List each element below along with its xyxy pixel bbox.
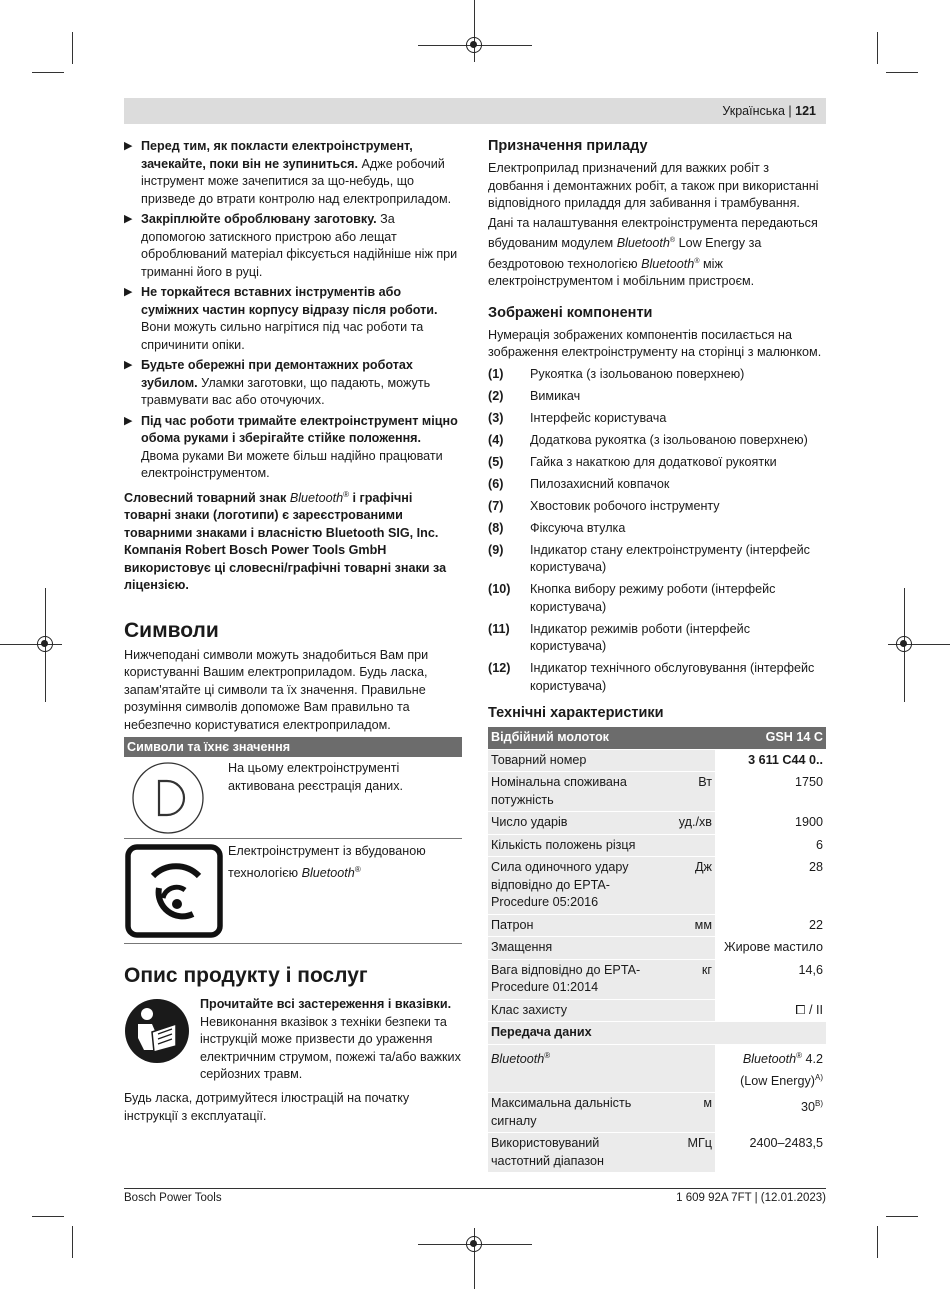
component-number: (3) (488, 410, 504, 425)
table-cell: 3 611 C44 0.. (715, 749, 826, 772)
table-cell: 1750 (715, 772, 826, 812)
table-cell: уд./хв (649, 812, 715, 835)
table-cell: Клас захисту (488, 999, 649, 1022)
crop-mark (72, 1226, 73, 1258)
read-warning-block (124, 996, 462, 1090)
table-header-cell: GSH 14 C (715, 727, 826, 749)
component-item (488, 366, 826, 384)
table-cell: МГц (649, 1133, 715, 1173)
trademark-notice: Словесний товарний знак Bluetooth® і графічні товарні знаки (логотипи) є зареєстрованими товарними знаками і власністю Bluetooth SIG, Inc. Компанія Robert Bosch Power Tools GmbH використовує ці словесні/графічні товарні знаки за ліцензією. (124, 489, 447, 593)
crop-mark (886, 1216, 918, 1217)
table-cell (649, 999, 715, 1022)
table-cell: 6 (715, 834, 826, 857)
tech-specs-title: Технічні характеристики (488, 705, 664, 722)
component-item (488, 432, 826, 450)
symbol-row (124, 757, 462, 839)
table-cell: Патрон (488, 914, 649, 937)
table-cell: Вт (649, 772, 715, 812)
table-cell: ⧠ / II (715, 999, 826, 1022)
crop-mark (886, 72, 918, 73)
component-item (488, 454, 826, 472)
table-cell: 22 (715, 914, 826, 937)
component-item (488, 498, 826, 516)
symbol-description: Електроінструмент із вбудованою технологією Bluetooth® (228, 844, 426, 880)
component-label: Індикатор режимів роботи (інтерфейс користувача) (530, 621, 750, 654)
safety-bullet: ▶ Під час роботи тримайте електроінструмент міцно обома руками і зберігайте стійке положення. Двома руками Ви можете більш надійно працювати електроінструментом. (124, 413, 462, 483)
table-cell: Число ударів (488, 812, 649, 835)
component-label: Рукоятка (з ізольованою поверхнею) (530, 366, 745, 381)
crop-mark (877, 1226, 878, 1258)
page-number: 121 (795, 104, 816, 118)
page-header: Українська | 121 (722, 104, 816, 118)
safety-bullet: ▶ Перед тим, як покласти електроінструмент, зачекайте, поки він не зупиниться. Адже робочий інструмент може зачепитися за що-небудь, що призведе до втрати контролю над електроприладом. (124, 138, 462, 208)
table-cell: Сила одиночного удару відповідно до EPTA-Procedure 05:2016 (488, 857, 649, 915)
components-intro: Нумерація зображених компонентів посилається на зображення електроінструменту на сторінці з малюнком. (488, 327, 822, 360)
component-number: (5) (488, 454, 504, 469)
component-number: (6) (488, 476, 504, 491)
read-warning-text: Прочитайте всі застереження і вказівки. Невиконання вказівок з техніки безпеки та інструкцій може призвести до ураження електричним струмом, пожежі та/або важких серйозних травм. (200, 997, 461, 1082)
component-item (488, 410, 826, 428)
table-cell: Кількість положень різця (488, 834, 649, 857)
registration-mark-icon (896, 636, 912, 652)
table-cell: Товарний номер (488, 749, 649, 772)
table-cell: $30^{B)}$ (715, 1093, 826, 1133)
component-item (488, 660, 826, 695)
component-item (488, 581, 826, 616)
symbol-description: На цьому електроінструменті активована реєстрація даних. (228, 761, 403, 793)
safety-bullet: ▶ Будьте обережні при демонтажних роботах зубилом. Уламки заготовки, що падають, можуть травмувати вас або оточуючих. (124, 357, 462, 410)
component-number: (11) (488, 621, 510, 636)
component-item (488, 476, 826, 494)
table-row (488, 1133, 826, 1173)
component-number: (12) (488, 661, 511, 676)
table-row (488, 937, 826, 960)
left-column (124, 138, 462, 1125)
table-cell (649, 749, 715, 772)
component-item (488, 621, 826, 656)
table-row (488, 772, 826, 812)
table-row (488, 999, 826, 1022)
component-number: (4) (488, 432, 504, 447)
component-item (488, 520, 826, 538)
component-label: Індикатор технічного обслуговування (інтерфейс користувача) (530, 661, 815, 693)
safety-bullet: ▶ Не торкайтеся вставних інструментів або суміжних частин корпусу відразу після роботи. Вони можуть сильно нагрітися під час роботи та спричинити опіки. (124, 284, 462, 354)
components-title: Зображені компоненти (488, 304, 653, 321)
component-item (488, 388, 826, 406)
table-header-row (488, 727, 826, 749)
symbols-title: Символи (124, 618, 219, 642)
footer-brand: Bosch Power Tools (124, 1192, 222, 1204)
table-cell (649, 834, 715, 857)
table-cell: Змащення (488, 937, 649, 960)
crop-mark (877, 32, 878, 64)
table-cell: Жирове мастило (715, 937, 826, 960)
table-cell: Вага відповідно до EPTA-Procedure 01:2014 (488, 959, 649, 999)
footer-doc-number: 1 609 92A 7FT | (12.01.2023) (676, 1192, 826, 1204)
page-header-bar (124, 98, 826, 124)
component-label: Гайка з накаткою для додаткової рукоятки (530, 454, 777, 469)
table-cell: 1900 (715, 812, 826, 835)
purpose-paragraph: Дані та налаштування електроінструмента передаються вбудованим модулем Bluetooth® Low Energy за бездротовою технологією Bluetooth® між електроінструментом і мобільним пристроєм. (488, 215, 818, 289)
illustrations-note: Будь ласка, дотримуйтеся ілюстрацій на початку інструкції з експлуатації. (124, 1091, 410, 1123)
symbols-intro: Нижчеподані символи можуть знадобиться Вам при користуванні Вашим електроприладом. Будь ласка, запам'ятайте ці символи та їх значення. Правильне розуміння символів допоможе Вам правильно та небезпечно користуватися електроприладом. (124, 647, 429, 732)
table-row (488, 914, 826, 937)
table-header-cell: Відбійний молоток (488, 727, 715, 749)
symbol-row (124, 839, 462, 944)
table-cell: мм (649, 914, 715, 937)
component-label: Фіксуюча втулка (530, 520, 626, 535)
component-number: (8) (488, 520, 504, 535)
component-label: Інтерфейс користувача (530, 410, 667, 425)
product-section-title: Опис продукту і послуг (124, 964, 368, 988)
crop-mark (32, 72, 64, 73)
table-cell: 28 (715, 857, 826, 915)
component-number: (10) (488, 582, 511, 597)
table-cell: Використовуваний частотний діапазон (488, 1133, 649, 1173)
table-section-row (488, 1022, 826, 1045)
component-label: Хвостовик робочого інструменту (530, 498, 720, 513)
table-cell: Номінальна споживана потужність (488, 772, 649, 812)
table-cell: Bluetooth® (488, 1044, 649, 1092)
table-row (488, 1044, 826, 1092)
header-language: Українська (722, 104, 785, 118)
component-number: (9) (488, 542, 504, 557)
data-logging-icon (124, 761, 224, 837)
symbols-table-header: Символи та їхнє значення (124, 737, 462, 757)
component-number: (2) (488, 388, 504, 403)
table-section-cell: Передача даних (488, 1022, 826, 1045)
table-row (488, 812, 826, 835)
footer-rule (124, 1188, 826, 1189)
table-cell (649, 937, 715, 960)
table-cell: Bluetooth® 4.2 (Low Energy)$^{A)}$ (715, 1044, 826, 1092)
registration-mark-icon (37, 636, 53, 652)
registration-mark-icon (466, 37, 482, 53)
registration-mark-icon (466, 1236, 482, 1252)
table-cell (649, 1044, 715, 1092)
table-row (488, 959, 826, 999)
component-label: Індикатор стану електроінструменту (інтерфейс користувача) (530, 542, 810, 575)
table-row (488, 1093, 826, 1133)
table-row (488, 749, 826, 772)
table-cell: м (649, 1093, 715, 1133)
table-cell: кг (649, 959, 715, 999)
crop-mark (32, 1216, 64, 1217)
components-list (488, 366, 826, 696)
component-number: (1) (488, 366, 504, 381)
component-label: Кнопка вибору режиму роботи (інтерфейс користувача) (530, 582, 776, 614)
table-cell: Максимальна дальність сигналу (488, 1093, 649, 1133)
read-manual-icon (124, 998, 190, 1067)
table-row (488, 834, 826, 857)
table-cell: 2400–2483,5 (715, 1133, 826, 1173)
component-label: Додаткова рукоятка (з ізольованою поверхнею) (530, 432, 808, 447)
component-label: Вимикач (530, 388, 581, 403)
safety-bullet: ▶ Закріплюйте оброблювану заготовку. За допомогою затискного пристрою або лещат оброблюваний матеріал фіксується надійніше ніж при триманні його в руці. (124, 211, 462, 281)
table-cell: Дж (649, 857, 715, 915)
component-label: Пилозахисний ковпачок (530, 476, 670, 491)
right-column (488, 138, 826, 1173)
bluetooth-connectivity-icon (125, 844, 223, 941)
component-number: (7) (488, 498, 504, 513)
purpose-paragraph: Електроприлад призначений для важких робіт з довбання і демонтажних робіт, а також при використанні відповідного приладдя для забивання і трамбування. (488, 161, 819, 210)
table-row (488, 857, 826, 915)
purpose-title: Призначення приладу (488, 138, 648, 154)
crop-mark (72, 32, 73, 64)
table-cell: 14,6 (715, 959, 826, 999)
component-item (488, 542, 826, 577)
tech-specs-table (488, 727, 826, 1173)
